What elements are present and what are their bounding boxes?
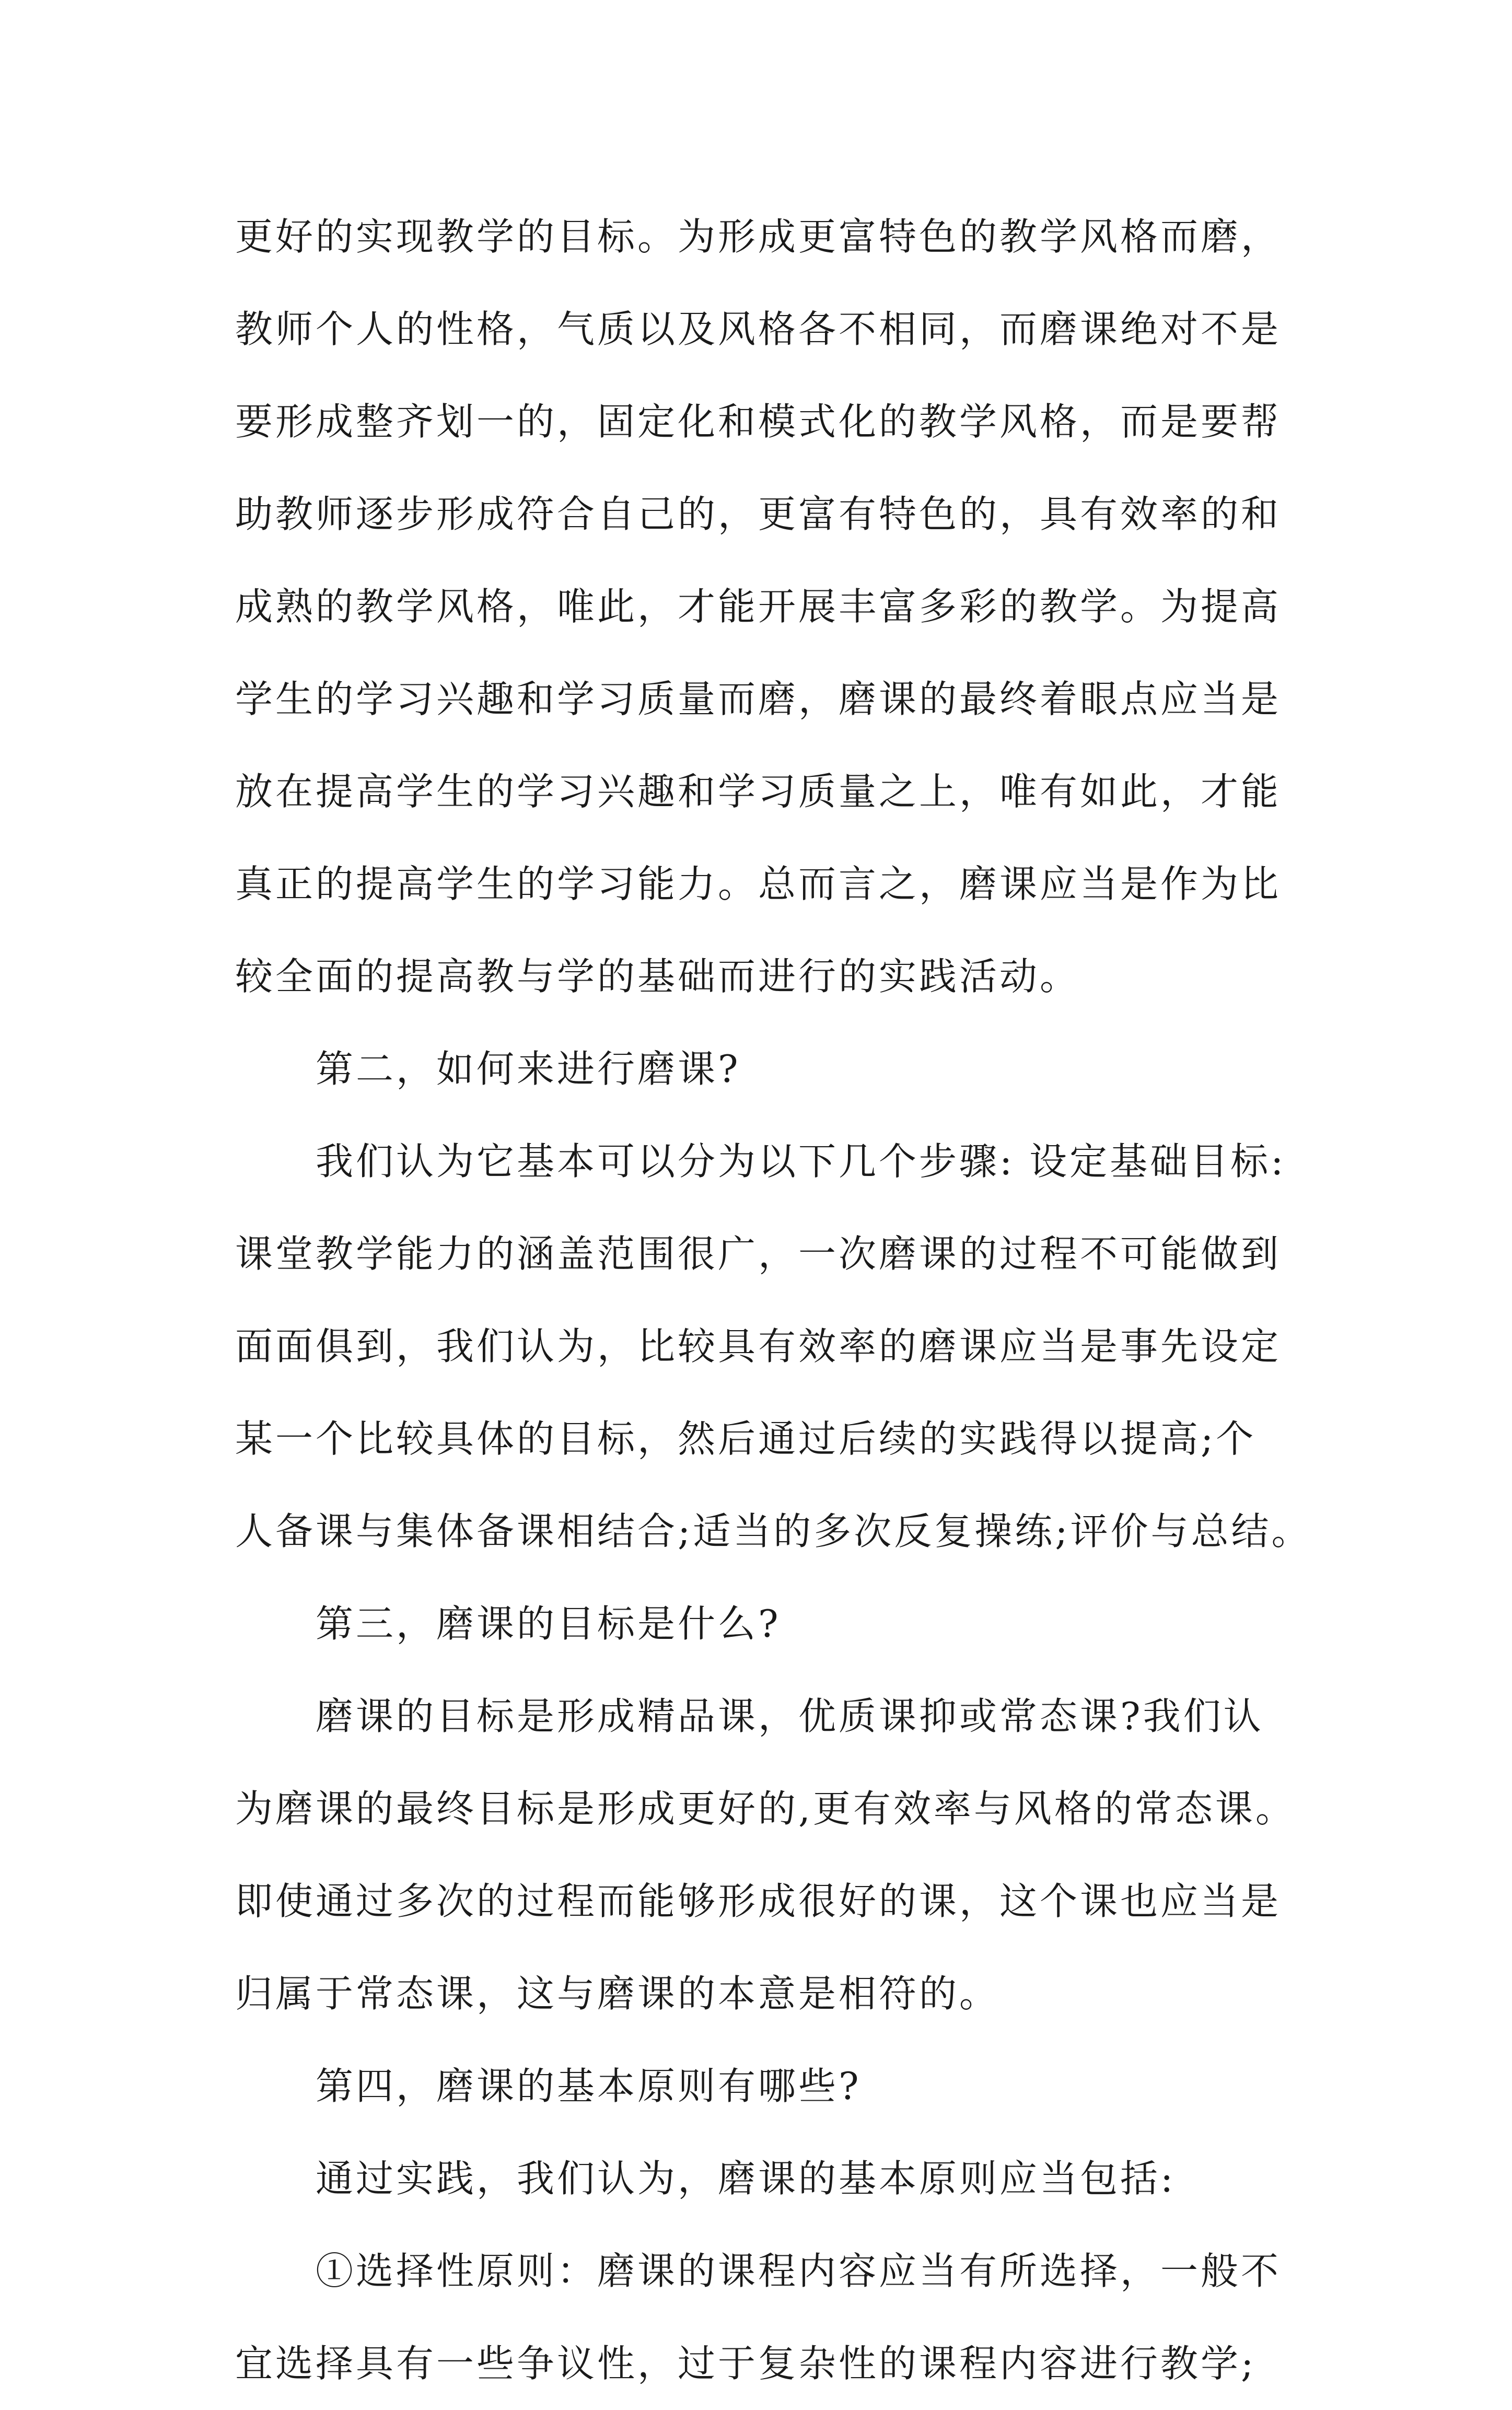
- heading-text: 第二，如何来进行磨课?: [316, 1047, 741, 1091]
- text-line: 助教师逐步形成符合自己的，更富有特色的，具有效率的和: [235, 492, 1282, 536]
- text-line: 要形成整齐划一的，固定化和模式化的教学风格，而是要帮: [235, 400, 1282, 444]
- text-line: 课堂教学能力的涵盖范围很广，一次磨课的过程不可能做到: [235, 1232, 1282, 1276]
- text-line: 放在提高学生的学习兴趣和学习质量之上，唯有如此，才能: [235, 770, 1282, 813]
- text-line: 通过实践，我们认为，磨课的基本原则应当包括:: [316, 2157, 1176, 2201]
- paragraph-steps: [235, 1115, 1312, 1578]
- heading-text: 第四，磨课的基本原则有哪些?: [316, 2064, 862, 2108]
- section-heading-two: [235, 1023, 1304, 1115]
- text-line: 真正的提高学生的学习能力。总而言之，磨课应当是作为比: [235, 862, 1282, 906]
- text-line: 宜选择具有一些争议性，过于复杂性的课程内容进行教学;: [235, 2342, 1257, 2385]
- document-body: [235, 191, 1312, 2410]
- text-line: 较全面的提高教与学的基础而进行的实践活动。: [235, 954, 1080, 998]
- text-line: 成熟的教学风格，唯此，才能开展丰富多彩的教学。为提高: [235, 585, 1282, 628]
- text-line: 人备课与集体备课相结合;适当的多次反复操练;评价与总结。: [235, 1509, 1312, 1553]
- text-line: 教师个人的性格，气质以及风格各不相同，而磨课绝对不是: [235, 307, 1282, 351]
- paragraph-goal: [235, 1670, 1304, 2040]
- text-line: 某一个比较具体的目标，然后通过后续的实践得以提高;个: [235, 1417, 1257, 1461]
- text-line: 学生的学习兴趣和学习质量而磨，磨课的最终着眼点应当是: [235, 677, 1282, 721]
- text-line: 面面俱到，我们认为，比较具有效率的磨课应当是事先设定: [235, 1324, 1282, 1368]
- text-line: 归属于常态课，这与磨课的本意是相符的。: [235, 1972, 1000, 2016]
- heading-text: 第三，磨课的目标是什么?: [316, 1602, 781, 1646]
- text-line: 为磨课的最终目标是形成更好的,更有效率与风格的常态课。: [235, 1787, 1296, 1831]
- section-heading-three: [235, 1578, 1304, 1670]
- text-line: 磨课的目标是形成精品课，优质课抑或常态课?我们认: [316, 1694, 1264, 1738]
- text-line: ①选择性原则：磨课的课程内容应当有所选择，一般不: [316, 2249, 1282, 2293]
- text-line: 即使通过多次的过程而能够形成很好的课，这个课也应当是: [235, 1879, 1282, 1923]
- paragraph-selectivity-principle: [235, 2225, 1304, 2410]
- section-heading-four: [235, 2040, 1304, 2133]
- text-line: 更好的实现教学的目标。为形成更富特色的教学风格而磨，: [235, 215, 1282, 259]
- text-line: 我们认为它基本可以分为以下几个步骤: 设定基础目标:: [316, 1139, 1286, 1183]
- paragraph-principles-intro: [235, 2133, 1304, 2225]
- paragraph-teaching-style: [235, 191, 1304, 1023]
